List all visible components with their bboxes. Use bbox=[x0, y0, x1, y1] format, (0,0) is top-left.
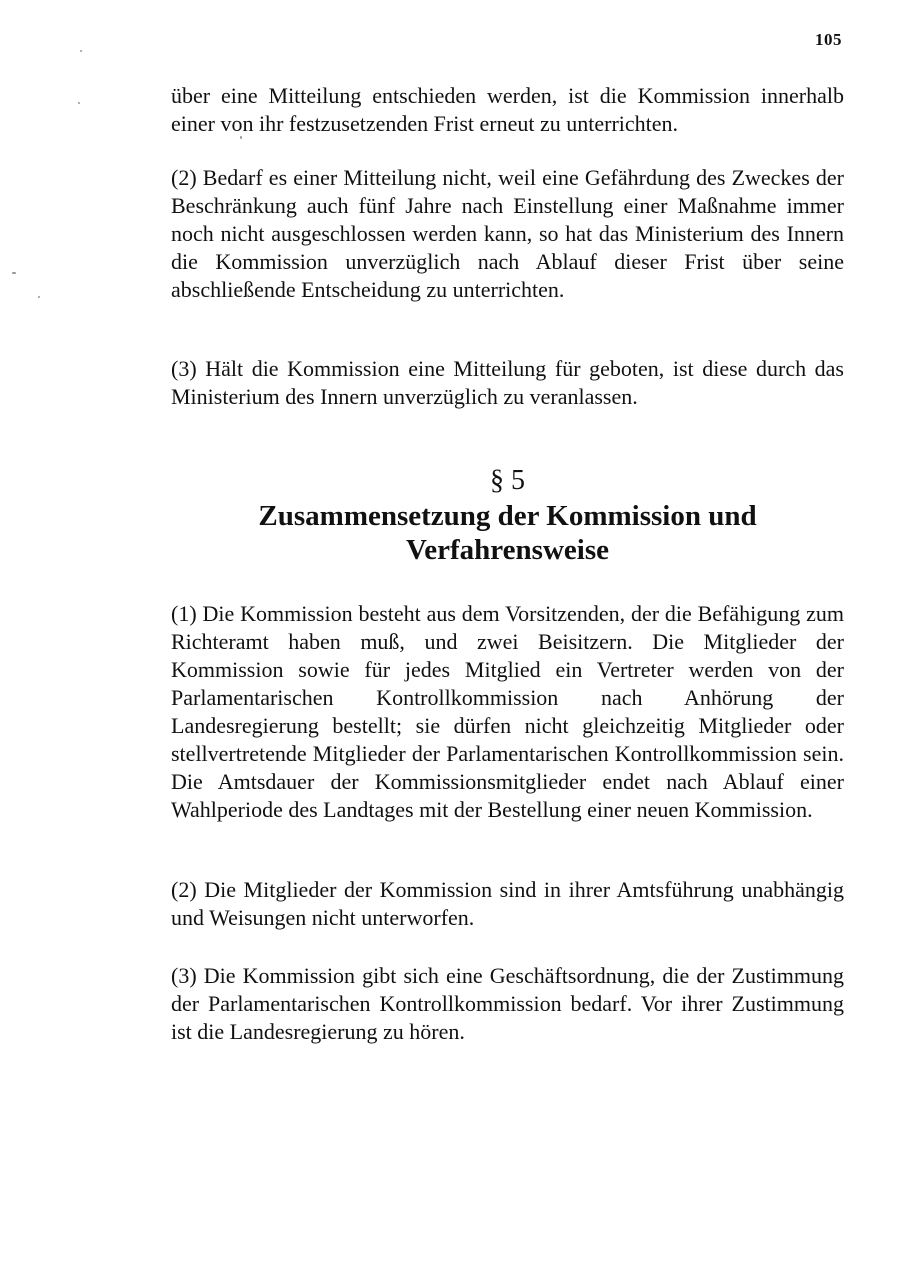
section-title-line-2: Verfahrensweise bbox=[406, 534, 609, 566]
scan-speck bbox=[80, 50, 82, 52]
section-title-line-1: Zusammensetzung der Kommission und bbox=[258, 500, 757, 532]
section-paragraph-1: (1) Die Kommission besteht aus dem Vorsitzenden, der die Befähigung zum Richteramt haben muß, und zwei Beisitzern. Die Mitglieder der Kommission sowie für jedes Mitglied ein Vertreter werden von der Parlamentarischen Kontrollkommission nach Anhörung der Landesregierung bestellt; sie dürfen nicht gleichzeitig Mitglieder oder stellvertretende Mitglieder der Parlamentarischen Kontrollkommission sein. Die Amtsdauer der Kommissionsmitglieder endet nach Ablauf einer Wahlperiode des Landtages mit der Bestellung einer neuen Kommission. bbox=[171, 601, 844, 822]
section-paragraph-3: (3) Die Kommission gibt sich eine Geschäftsordnung, die der Zustimmung der Parlamentarischen Kontrollkommission bedarf. Vor ihrer Zustimmung ist die Landesregierung zu hören. bbox=[171, 963, 844, 1044]
scan-speck bbox=[240, 136, 242, 139]
paragraph-2: (2) Bedarf es einer Mitteilung nicht, weil eine Gefährdung des Zweckes der Beschränkung auch fünf Jahre nach Einstellung einer Maßnahme immer noch nicht ausgeschlossen werden kann, so hat das Ministerium des Innern die Kommission unverzüglich nach Ablauf dieser Frist über seine abschließende Entscheidung zu unterrichten. bbox=[171, 165, 844, 302]
paragraph-3: (3) Hält die Kommission eine Mitteilung für geboten, ist diese durch das Ministerium des Innern unverzüglich zu veranlassen. bbox=[171, 356, 844, 409]
section-paragraph-2: (2) Die Mitglieder der Kommission sind in ihrer Amtsführung unabhängig und Weisungen nicht unterworfen. bbox=[171, 877, 844, 930]
section-number: § 5 bbox=[490, 465, 525, 496]
page-number: 105 bbox=[815, 30, 842, 49]
scan-speck bbox=[78, 102, 80, 104]
paragraph-continuation: über eine Mitteilung entschieden werden, ist die Kommission innerhalb einer von ihr festzusetzenden Frist erneut zu unterrichten. bbox=[171, 83, 844, 136]
scan-speck bbox=[38, 296, 40, 298]
section-heading bbox=[171, 463, 844, 567]
scan-speck bbox=[12, 272, 16, 274]
